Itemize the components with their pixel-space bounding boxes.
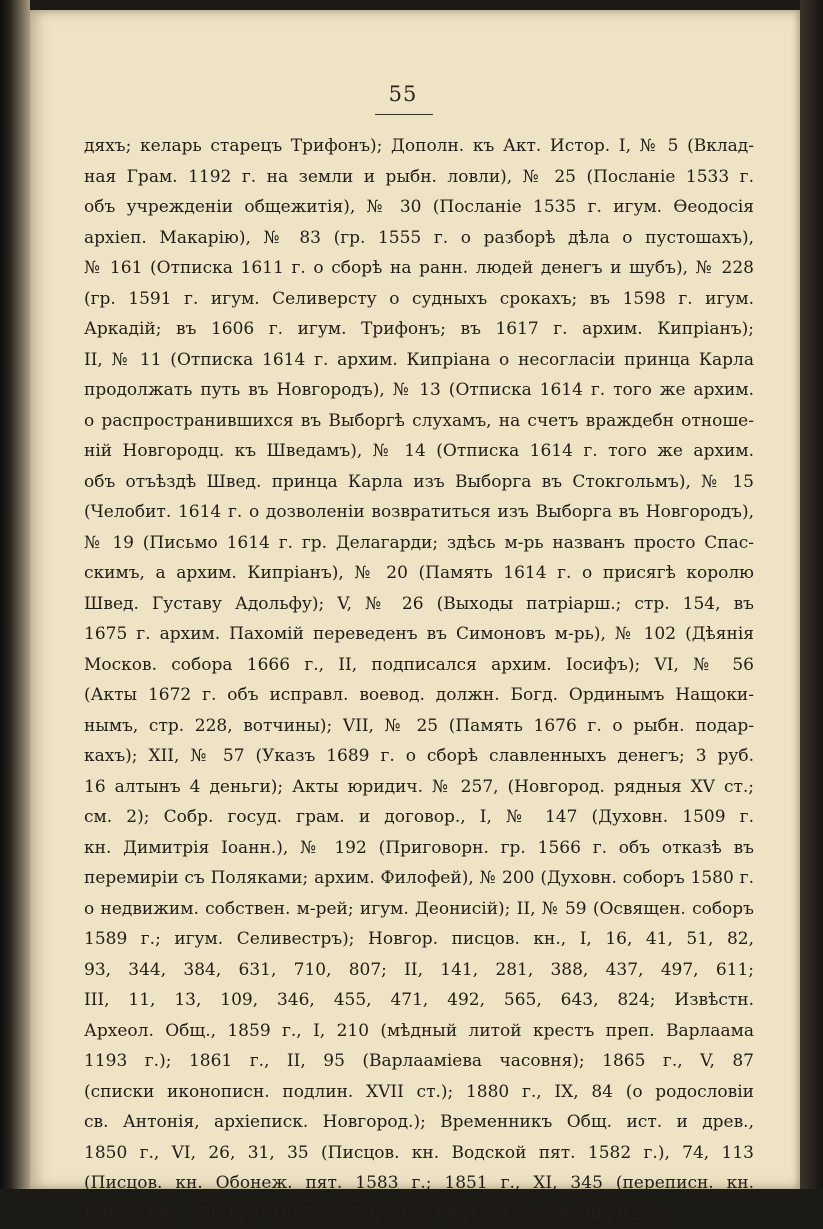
- text-line: ная Грам. 1192 г. на земли и рыбн. ловли), № 25 (Посланіе 1533 г.: [84, 162, 754, 193]
- text-line: объ учрежденіи общежитія), № 30 (Посланіе 1535 г. игум. Өеодосія: [84, 192, 754, 223]
- header-rule: [375, 114, 433, 115]
- text-line: III, 11, 13, 109, 346, 455, 471, 492, 565, 643, 824; Извѣстн.: [84, 985, 754, 1016]
- text-line: (Челобит. 1614 г. о дозволеніи возвратиться изъ Выборга въ Новгородъ),: [84, 497, 754, 528]
- text-line: II, № 11 (Отписка 1614 г. архим. Кипріана о несогласіи принца Карла: [84, 345, 754, 376]
- text-line: (Акты 1672 г. объ исправл. воевод. должн. Богд. Ординымъ Нащоки-: [84, 680, 754, 711]
- text-line: ній Новгородц. къ Шведамъ), № 14 (Отписка 1614 г. того же архим.: [84, 436, 754, 467]
- text-line: (гр. 1591 г. игум. Селиверсту о судныхъ срокахъ; въ 1598 г. игум.: [84, 284, 754, 315]
- text-line: о недвижим. собствен. м-рей; игум. Деонисій); II, № 59 (Освящен. соборъ: [84, 894, 754, 925]
- text-line: (списки иконописн. подлин. XVII ст.); 1880 г., IX, 84 (о родословіи: [84, 1077, 754, 1108]
- text-line: см. 2); Собр. госуд. грам. и договор., I, № 147 (Духовн. 1509 г.: [84, 802, 754, 833]
- text-line: (Писцов. кн. Обонеж. пят. 1583 г.; 1851 г., XI, 345 (переписн. кн.: [84, 1168, 754, 1199]
- text-line: Швед. Густаву Адольфу); V, № 26 (Выходы патріарш.; стр. 154, въ: [84, 589, 754, 620]
- text-line: Аркадій; въ 1606 г. игум. Трифонъ; въ 1617 г. архим. Кипріанъ);: [84, 314, 754, 345]
- text-line: кахъ); XII, № 57 (Указъ 1689 г. о сборѣ славленныхъ денегъ; 3 руб.: [84, 741, 754, 772]
- book-page: [30, 10, 800, 1189]
- text-line: 1589 г.; игум. Селивестръ); Новгор. писцов. кн., I, 16, 41, 51, 82,: [84, 924, 754, 955]
- text-line: архіеп. Макарію), № 83 (гр. 1555 г. о разборѣ дѣла о пустошахъ),: [84, 223, 754, 254]
- text-line: кн. Димитрія Іоанн.), № 192 (Приговорн. гр. 1566 г. объ отказѣ въ: [84, 833, 754, 864]
- text-line: продолжать путь въ Новгородъ), № 13 (Отписка 1614 г. того же архим.: [84, 375, 754, 406]
- text-line: перемиріи съ Поляками; архим. Филофей), № 200 (Духовн. соборъ 1580 г.: [84, 863, 754, 894]
- text-line: объ отъѣздѣ Швед. принца Карла изъ Выборга въ Стокгольмъ), № 15: [84, 467, 754, 498]
- text-line: № 19 (Письмо 1614 г. гр. Делагарди; здѣсь м-рь названъ просто Спас-: [84, 528, 754, 559]
- text-line: о распространившихся въ Выборгѣ слухамъ, на счетъ враждебн отноше-: [84, 406, 754, 437]
- text-line: № 161 (Отписка 1611 г. о сборѣ на ранн. людей денегъ и шубъ), № 228: [84, 253, 754, 284]
- body-text: [84, 131, 754, 1229]
- text-line: св. Антонія, архіеписк. Новгород.); Временникъ Общ. ист. и древ.,: [84, 1107, 754, 1138]
- page-number: 55: [383, 82, 423, 106]
- text-line: Археол. Общ., 1859 г., I, 210 (мѣдный литой крестъ преп. Варлаама: [84, 1016, 754, 1047]
- text-line: 1193 г.); 1861 г., II, 95 (Варлаамiева часовня); 1865 г., V, 87: [84, 1046, 754, 1077]
- text-line: 16 алтынъ 4 деньги); Акты юридич. № 257, (Новгород. рядныя XV ст.;: [84, 772, 754, 803]
- text-line: 1675 г. архим. Пахомій переведенъ въ Симоновъ м-рь), № 102 (Дѣянія: [84, 619, 754, 650]
- text-line: скимъ, а архим. Кипріанъ), № 20 (Память 1614 г. о присягѣ королю: [84, 558, 754, 589]
- scan-edge-shadow: [800, 0, 823, 1189]
- book-spine-shadow: [0, 0, 30, 1189]
- text-line: нымъ, стр. 228, вотчины); VII, № 25 (Память 1676 г. о рыбн. подар-: [84, 711, 754, 742]
- text-line: дяхъ; келарь старецъ Трифонъ); Дополн. къ Акт. Истор. I, № 5 (Вклад-: [84, 131, 754, 162]
- text-line: 1850 г., VI, 26, 31, 35 (Писцов. кн. Водской пят. 1582 г.), 74, 113: [84, 1138, 754, 1169]
- text-line: 93, 344, 384, 631, 710, 807; II, 141, 281, 388, 437, 497, 611;: [84, 955, 754, 986]
- text-line: Москов. собора 1666 г., II, подписался архим. Іосифъ); VI, № 56: [84, 650, 754, 681]
- text-line: Вотск. пят. 1500 г.); 1853 г., XVI, Иное сказ. о Самозванц., 82 (въ: [84, 1199, 754, 1229]
